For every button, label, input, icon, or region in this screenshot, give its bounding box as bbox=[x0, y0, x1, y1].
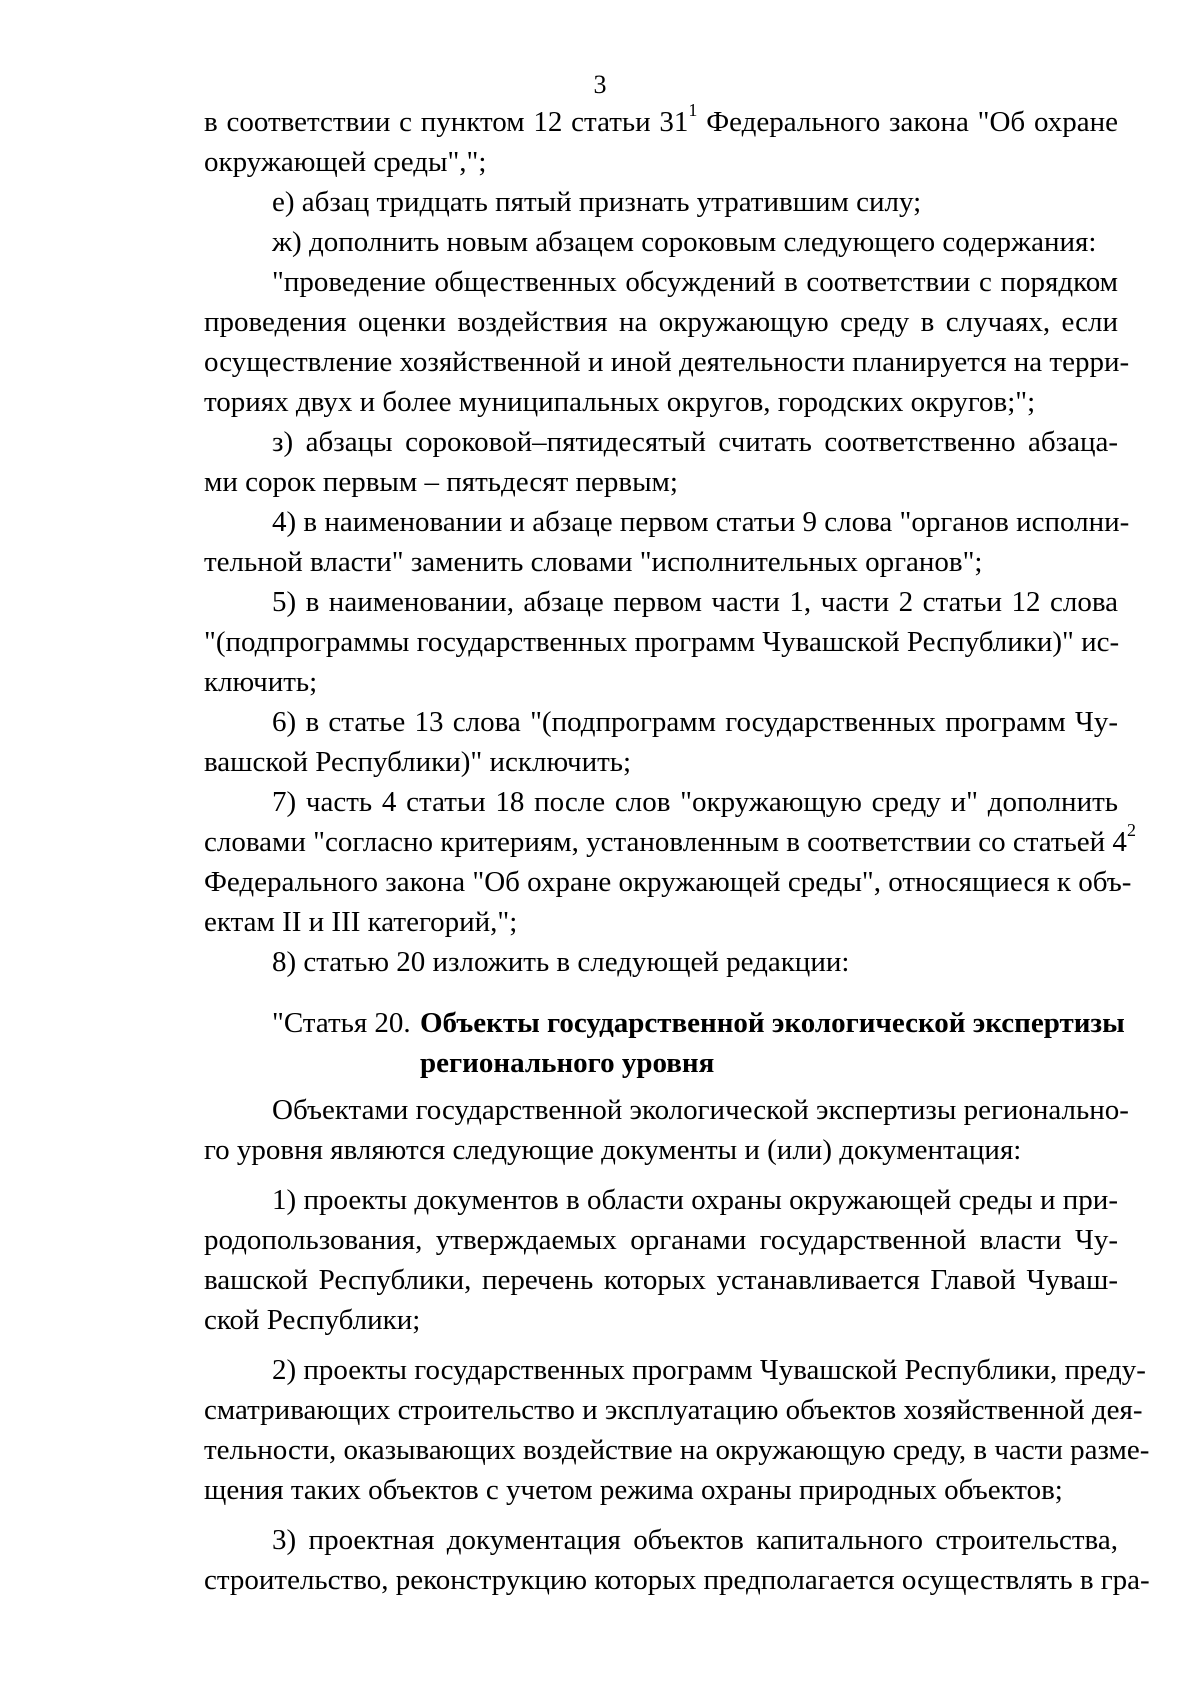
page-number: 3 bbox=[593, 70, 607, 99]
text-line: вашской Республики, перечень которых устанавливается Главой Чуваш- bbox=[204, 1264, 1118, 1296]
text-line: строительство, реконструкцию которых предполагается осуществлять в гра- bbox=[204, 1564, 1150, 1596]
text-line bbox=[204, 102, 1118, 142]
text-line: 1) проекты документов в области охраны окружающей среды и при- bbox=[272, 1184, 1118, 1216]
text-line: 5) в наименовании, абзаце первом части 1, части 2 статьи 12 слова bbox=[272, 586, 1118, 618]
text-line: з) абзацы сороковой–пятидесятый считать соответственно абзаца- bbox=[272, 426, 1118, 458]
text-line bbox=[204, 820, 1136, 862]
text-fragment: в соответствии с пунктом 12 статьи 31 bbox=[204, 106, 689, 138]
text-line: тельной власти" заменить словами "исполнительных органов"; bbox=[204, 546, 983, 578]
text-line: 3) проектная документация объектов капитального строительства, bbox=[272, 1524, 1118, 1556]
text-line: 2) проекты государственных программ Чувашской Республики, преду- bbox=[272, 1354, 1146, 1386]
text-line: го уровня являются следующие документы и (или) документация: bbox=[204, 1134, 1022, 1166]
text-line: ми сорок первым – пятьдесят первым; bbox=[204, 466, 678, 498]
superscript: 2 bbox=[1126, 820, 1136, 841]
text-line: е) абзац тридцать пятый признать утратившим силу; bbox=[272, 186, 922, 218]
text-fragment: словами "согласно критериям, установленным в соответствии со статьей 4 bbox=[204, 826, 1127, 858]
text-line: Федерального закона "Об охране окружающей среды", относящиеся к объ- bbox=[204, 866, 1132, 898]
text-line: сматривающих строительство и эксплуатацию объектов хозяйственной дея- bbox=[204, 1394, 1143, 1426]
text-line: ской Республики; bbox=[204, 1304, 421, 1336]
text-line: ключить; bbox=[204, 666, 318, 698]
article-title-line-2: регионального уровня bbox=[420, 1047, 715, 1079]
text-line: 7) часть 4 статьи 18 после слов "окружающую среду и" дополнить bbox=[272, 786, 1118, 818]
article-number: "Статья 20. bbox=[272, 1007, 411, 1039]
text-line: 4) в наименовании и абзаце первом статьи 9 слова "органов исполни- bbox=[272, 506, 1130, 538]
text-line: Объектами государственной экологической экспертизы регионально- bbox=[272, 1094, 1129, 1126]
text-line: щения таких объектов с учетом режима охраны природных объектов; bbox=[204, 1474, 1063, 1506]
text-line: вашской Республики)" исключить; bbox=[204, 746, 632, 778]
text-line: 6) в статье 13 слова "(подпрограмм государственных программ Чу- bbox=[272, 706, 1118, 738]
text-line: родопользования, утверждаемых органами государственной власти Чу- bbox=[204, 1224, 1118, 1256]
article-title-line-1: Объекты государственной экологической экспертизы bbox=[420, 1007, 1125, 1039]
text-line: тельности, оказывающих воздействие на окружающую среду, в части разме- bbox=[204, 1434, 1150, 1466]
text-line: осуществление хозяйственной и иной деятельности планируется на терри- bbox=[204, 346, 1130, 378]
article-heading bbox=[272, 1003, 1125, 1083]
text-line: "проведение общественных обсуждений в соответствии с порядком bbox=[272, 266, 1118, 298]
superscript: 1 bbox=[688, 100, 698, 121]
text-line: проведения оценки воздействия на окружающую среду в случаях, если bbox=[204, 306, 1118, 338]
text-line: окружающей среды","; bbox=[204, 146, 487, 178]
text-line: ториях двух и более муниципальных округов, городских округов;"; bbox=[204, 386, 1036, 418]
text-fragment: Федерального закона "Об охране bbox=[697, 106, 1118, 138]
text-line: 8) статью 20 изложить в следующей редакции: bbox=[272, 946, 850, 978]
text-line: ж) дополнить новым абзацем сороковым следующего содержания: bbox=[272, 226, 1097, 258]
text-line: "(подпрограммы государственных программ Чувашской Республики)" ис- bbox=[204, 626, 1120, 658]
text-line: ектам II и III категорий,"; bbox=[204, 906, 518, 938]
